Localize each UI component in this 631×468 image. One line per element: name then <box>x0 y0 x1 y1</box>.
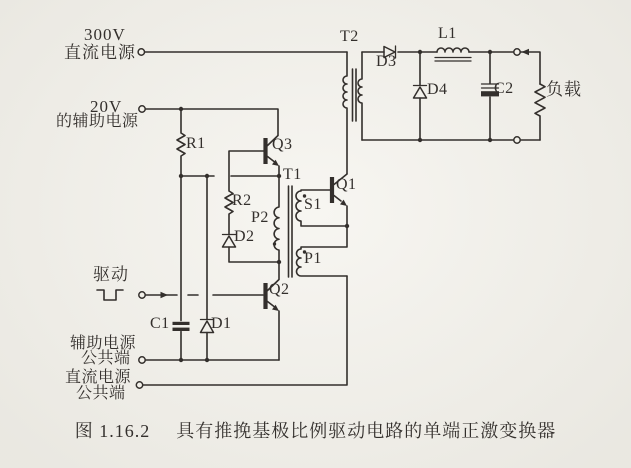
output-current-arrow <box>522 49 530 55</box>
label-aux-common-1: 辅助电源 <box>70 335 137 352</box>
label-q2: Q2 <box>269 281 290 298</box>
label-dc-common-2: 公共端 <box>76 385 126 402</box>
label-q3: Q3 <box>272 136 293 153</box>
t2-secondary <box>358 52 362 140</box>
t2-primary <box>343 52 347 174</box>
terminal-drive <box>139 292 145 298</box>
label-c1: C1 <box>150 315 170 332</box>
figure-title: 具有推挽基极比例驱动电路的单端正激变换器 <box>176 421 557 441</box>
label-r1: R1 <box>186 135 206 152</box>
label-d4: D4 <box>427 81 448 98</box>
drive-input <box>97 290 263 300</box>
figure-caption <box>0 417 631 443</box>
pulse-waveform-icon <box>97 290 123 300</box>
label-drive: 驱动 <box>93 265 129 284</box>
resistor-r1-symbol <box>177 109 185 176</box>
label-d3: D3 <box>376 53 397 70</box>
label-t1: T1 <box>283 166 302 183</box>
label-20v: 20V <box>90 97 123 116</box>
t1-core <box>289 186 293 277</box>
label-load: 负载 <box>546 80 582 99</box>
t1-winding-p2 <box>273 176 279 262</box>
label-r2: R2 <box>232 192 252 209</box>
diode-d4-symbol <box>414 52 427 140</box>
inductor-l1-symbol <box>435 48 471 61</box>
terminal-output-plus <box>514 49 520 55</box>
label-t2: T2 <box>340 28 359 45</box>
transformer-t2 <box>343 52 362 174</box>
terminals <box>136 49 520 388</box>
terminal-dc-common <box>136 382 142 388</box>
label-q1: Q1 <box>336 176 357 193</box>
label-d2: D2 <box>234 228 255 245</box>
terminal-dc-300v <box>138 49 144 55</box>
drive-arrow-icon <box>161 292 169 298</box>
label-300v: 300V <box>84 25 126 44</box>
label-p2: P2 <box>251 209 269 226</box>
terminal-output-minus <box>514 137 520 143</box>
label-s1: S1 <box>304 196 322 213</box>
label-p1: P1 <box>304 250 322 267</box>
label-aux-source: 的辅助电源 <box>56 113 139 130</box>
capacitor-c1-symbol <box>173 176 190 360</box>
figure-number: 图 1.16.2 <box>74 421 151 441</box>
label-l1: L1 <box>438 25 457 42</box>
label-c2: C2 <box>494 80 514 97</box>
terminal-aux-20v <box>139 106 145 112</box>
label-dc-source: 直流电源 <box>64 43 136 62</box>
net-20v-rail <box>145 109 278 135</box>
label-aux-common-2: 公共端 <box>81 350 131 367</box>
label-d1: D1 <box>211 315 232 332</box>
resistor-load-symbol <box>535 84 545 140</box>
terminal-aux-common <box>139 357 145 363</box>
label-dc-common-1: 直流电源 <box>65 369 132 386</box>
t2-core <box>353 69 357 121</box>
transistor-q2 <box>266 262 280 360</box>
p2-polarity-dot <box>273 242 276 245</box>
